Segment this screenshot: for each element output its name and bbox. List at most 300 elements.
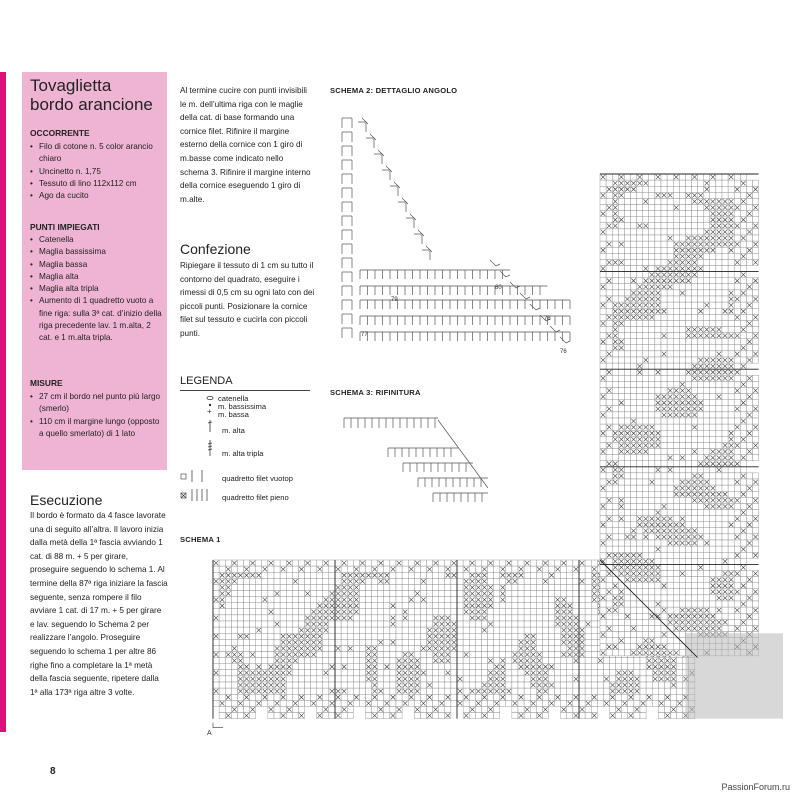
mesh-cell: [585, 566, 591, 572]
mesh-cell: [698, 449, 704, 455]
mesh-cell: [402, 621, 408, 627]
mesh-cell: [518, 597, 524, 603]
mesh-cell: [600, 400, 606, 406]
mesh-cell: [746, 314, 752, 320]
mesh-cell: [667, 375, 673, 381]
mesh-cell: [268, 572, 274, 578]
mesh-cell: [704, 217, 710, 223]
mesh-cell: [606, 284, 612, 290]
mesh-cell: [685, 314, 691, 320]
mesh-cell: [746, 424, 752, 430]
mesh-cell: [716, 290, 722, 296]
mesh-cell: [600, 442, 606, 448]
mesh-cell: [311, 664, 317, 670]
mesh-cell: [250, 664, 256, 670]
mesh-cell: [704, 308, 710, 314]
mesh-cell: [408, 615, 414, 621]
mesh-cell: [219, 706, 225, 712]
mesh-cell: [420, 713, 426, 719]
mesh-cell: [518, 584, 524, 590]
mesh-cell: [396, 633, 402, 639]
mesh-cell: [640, 658, 646, 664]
mesh-cell: [585, 572, 591, 578]
mesh-cell: [244, 652, 250, 658]
mesh-cell: [506, 627, 512, 633]
mesh-cell: [655, 357, 661, 363]
mesh-cell: [631, 516, 637, 522]
mesh-cell: [305, 597, 311, 603]
mesh-cell: [341, 633, 347, 639]
mesh-cell: [469, 713, 475, 719]
mesh-cell: [600, 418, 606, 424]
mesh-cell: [390, 688, 396, 694]
mesh-cell: [673, 192, 679, 198]
mesh-cell: [631, 229, 637, 235]
legend-filet-pieno: quadretto filet pieno: [222, 493, 289, 502]
mesh-cell: [420, 584, 426, 590]
mesh-cell: [341, 713, 347, 719]
mesh-cell: [655, 339, 661, 345]
mesh-cell: [262, 609, 268, 615]
mesh-cell: [555, 700, 561, 706]
mesh-cell: [359, 566, 365, 572]
mesh-cell: [722, 430, 728, 436]
occorrente-list: [30, 141, 165, 202]
mesh-cell: [679, 418, 685, 424]
mesh-cell: [274, 609, 280, 615]
page-title: Tovaglietta bordo arancione: [30, 76, 153, 114]
mesh-cell: [512, 603, 518, 609]
mesh-cell: [673, 455, 679, 461]
mesh-cell: [649, 375, 655, 381]
mesh-cell: [475, 713, 481, 719]
mesh-cell: [698, 412, 704, 418]
mesh-cell: [494, 597, 500, 603]
mesh-cell: [286, 584, 292, 590]
mesh-cell: [643, 369, 649, 375]
mesh-cell: [390, 664, 396, 670]
mesh-cell: [353, 676, 359, 682]
mesh-cell: [746, 381, 752, 387]
mesh-cell: [414, 700, 420, 706]
mesh-cell: [280, 609, 286, 615]
mesh-cell: [746, 406, 752, 412]
mesh-cell: [716, 302, 722, 308]
mesh-cell: [414, 652, 420, 658]
mesh-cell: [671, 688, 677, 694]
mesh-cell: [518, 633, 524, 639]
mesh-cell: [250, 597, 256, 603]
mesh-cell: [624, 455, 630, 461]
mesh-cell: [494, 603, 500, 609]
mesh-cell: [631, 363, 637, 369]
mesh-cell: [213, 627, 219, 633]
mesh-cell: [561, 670, 567, 676]
mesh-cell: [359, 633, 365, 639]
mesh-cell: [244, 658, 250, 664]
mesh-cell: [274, 572, 280, 578]
mesh-cell: [612, 375, 618, 381]
mesh-cell: [536, 700, 542, 706]
mesh-cell: [549, 609, 555, 615]
mesh-cell: [445, 578, 451, 584]
mesh-cell: [530, 609, 536, 615]
mesh-cell: [600, 455, 606, 461]
punti-heading: PUNTI IMPIEGATI: [30, 222, 100, 232]
mesh-cell: [600, 473, 606, 479]
mesh-cell: [661, 424, 667, 430]
mesh-cell: [618, 333, 624, 339]
mesh-cell: [378, 670, 384, 676]
mesh-cell: [384, 627, 390, 633]
mesh-cell: [698, 510, 704, 516]
mesh-cell: [280, 578, 286, 584]
mesh-cell: [390, 652, 396, 658]
mesh-cell: [661, 436, 667, 442]
mesh-cell: [692, 205, 698, 211]
mesh-cell: [746, 436, 752, 442]
mesh-cell: [677, 688, 683, 694]
mesh-cell: [317, 652, 323, 658]
mesh-cell: [698, 388, 704, 394]
mesh-cell: [734, 253, 740, 259]
mesh-cell: [710, 302, 716, 308]
mesh-cell: [618, 479, 624, 485]
mesh-cell: [335, 639, 341, 645]
mesh-cell: [500, 639, 506, 645]
mesh-cell: [661, 430, 667, 436]
mesh-cell: [451, 597, 457, 603]
mesh-cell: [649, 497, 655, 503]
mesh-cell: [716, 436, 722, 442]
mesh-cell: [225, 664, 231, 670]
mesh-cell: [740, 211, 746, 217]
mesh-cell: [673, 339, 679, 345]
mesh-cell: [710, 339, 716, 345]
mesh-cell: [679, 363, 685, 369]
mesh-cell: [740, 174, 746, 180]
mesh-cell: [567, 566, 573, 572]
mesh-cell: [286, 572, 292, 578]
mesh-cell: [518, 706, 524, 712]
mesh-cell: [606, 211, 612, 217]
mesh-cell: [329, 645, 335, 651]
mesh-cell: [643, 479, 649, 485]
mesh-cell: [624, 320, 630, 326]
mesh-cell: [555, 652, 561, 658]
mesh-cell: [573, 572, 579, 578]
mesh-cell: [390, 584, 396, 590]
mesh-cell: [740, 485, 746, 491]
mesh-cell: [427, 664, 433, 670]
mesh-cell: [359, 664, 365, 670]
mesh-cell: [698, 223, 704, 229]
mesh-cell: [420, 609, 426, 615]
mesh-cell: [250, 627, 256, 633]
mesh-cell: [734, 192, 740, 198]
mesh-cell: [677, 664, 683, 670]
mesh-cell: [317, 584, 323, 590]
mesh-cell: [469, 664, 475, 670]
mesh-cell: [710, 186, 716, 192]
mesh-cell: [637, 333, 643, 339]
mesh-cell: [606, 247, 612, 253]
mesh-cell: [298, 621, 304, 627]
mesh-cell: [305, 572, 311, 578]
row-number: 76: [560, 349, 567, 355]
mesh-cell: [603, 688, 609, 694]
mesh-cell: [359, 621, 365, 627]
mesh-cell: [518, 560, 524, 566]
mesh-cell: [722, 424, 728, 430]
mesh-cell: [549, 615, 555, 621]
mesh-cell: [500, 621, 506, 627]
mesh-cell: [256, 597, 262, 603]
mesh-cell: [649, 320, 655, 326]
mesh-cell: [631, 345, 637, 351]
mesh-cell: [329, 682, 335, 688]
mesh-cell: [244, 560, 250, 566]
mesh-cell: [698, 436, 704, 442]
mesh-cell: [685, 211, 691, 217]
mesh-cell: [317, 597, 323, 603]
mesh-cell: [603, 682, 609, 688]
mesh-cell: [433, 572, 439, 578]
mesh-cell: [536, 560, 542, 566]
mesh-cell: [231, 615, 237, 621]
mesh-cell: [549, 688, 555, 694]
mesh-cell: [610, 658, 616, 664]
mesh-cell: [600, 381, 606, 387]
mesh-cell: [219, 676, 225, 682]
mesh-cell: [549, 670, 555, 676]
mesh-cell: [679, 327, 685, 333]
mesh-cell: [366, 682, 372, 688]
mesh-cell: [673, 375, 679, 381]
mesh-cell: [250, 609, 256, 615]
mesh-cell: [722, 516, 728, 522]
mesh-cell: [679, 217, 685, 223]
mesh-cell: [579, 694, 585, 700]
mesh-cell: [542, 591, 548, 597]
mesh-cell: [600, 217, 606, 223]
mesh-cell: [561, 645, 567, 651]
mesh-cell: [649, 247, 655, 253]
mesh-cell: [606, 345, 612, 351]
mesh-cell: [692, 180, 698, 186]
mesh-cell: [420, 706, 426, 712]
mesh-cell: [591, 639, 597, 645]
mesh-cell: [649, 485, 655, 491]
mesh-cell: [585, 713, 591, 719]
mesh-cell: [612, 449, 618, 455]
mesh-cell: [420, 566, 426, 572]
mesh-cell: [753, 357, 759, 363]
mesh-cell: [646, 688, 652, 694]
mesh-cell: [274, 615, 280, 621]
mesh-cell: [734, 357, 740, 363]
mesh-cell: [262, 615, 268, 621]
mesh-cell: [679, 314, 685, 320]
mesh-cell: [722, 467, 728, 473]
open-mesh-symbol: [181, 474, 186, 479]
mesh-cell: [524, 694, 530, 700]
mesh-cell: [305, 566, 311, 572]
mesh-cell: [631, 247, 637, 253]
mesh-cell: [753, 430, 759, 436]
mesh-cell: [624, 491, 630, 497]
mesh-cell: [746, 327, 752, 333]
mesh-cell: [649, 198, 655, 204]
mesh-cell: [643, 491, 649, 497]
mesh-cell: [624, 412, 630, 418]
mesh-cell: [585, 639, 591, 645]
mesh-cell: [655, 473, 661, 479]
mesh-cell: [256, 639, 262, 645]
mesh-cell: [506, 682, 512, 688]
mesh-cell: [439, 670, 445, 676]
row-number: 80: [495, 285, 502, 291]
mesh-cell: [524, 578, 530, 584]
mesh-cell: [366, 578, 372, 584]
mesh-cell: [555, 664, 561, 670]
mesh-cell: [631, 467, 637, 473]
mesh-cell: [451, 615, 457, 621]
mesh-cell: [618, 253, 624, 259]
mesh-cell: [457, 639, 463, 645]
mesh-cell: [618, 406, 624, 412]
mesh-cell: [451, 591, 457, 597]
mesh-cell: [500, 700, 506, 706]
mesh-cell: [384, 676, 390, 682]
mesh-cell: [457, 682, 463, 688]
mesh-cell: [667, 229, 673, 235]
mesh-cell: [716, 412, 722, 418]
mesh-cell: [439, 597, 445, 603]
mesh-cell: [506, 645, 512, 651]
mesh-cell: [753, 455, 759, 461]
mesh-cell: [439, 603, 445, 609]
mesh-cell: [542, 566, 548, 572]
mesh-cell: [698, 296, 704, 302]
mesh-cell: [734, 266, 740, 272]
mesh-cell: [710, 406, 716, 412]
mesh-cell: [734, 217, 740, 223]
mesh-cell: [219, 670, 225, 676]
mesh-cell: [679, 351, 685, 357]
mesh-cell: [372, 706, 378, 712]
mesh-cell: [624, 406, 630, 412]
mesh-cell: [359, 694, 365, 700]
mesh-cell: [384, 597, 390, 603]
mesh-cell: [457, 664, 463, 670]
mesh-cell: [591, 670, 597, 676]
mesh-cell: [585, 578, 591, 584]
mesh-cell: [655, 461, 661, 467]
mesh-cell: [225, 609, 231, 615]
mesh-cell: [463, 633, 469, 639]
mesh-cell: [710, 516, 716, 522]
mesh-cell: [390, 627, 396, 633]
mesh-cell: [311, 670, 317, 676]
mesh-cell: [704, 400, 710, 406]
mesh-cell: [637, 503, 643, 509]
mesh-cell: [728, 186, 734, 192]
mesh-cell: [704, 516, 710, 522]
mesh-cell: [268, 566, 274, 572]
mesh-cell: [231, 597, 237, 603]
mesh-cell: [372, 584, 378, 590]
mesh-cell: [740, 442, 746, 448]
mesh-cell: [268, 694, 274, 700]
mesh-cell: [671, 694, 677, 700]
mesh-cell: [500, 652, 506, 658]
mesh-cell: [661, 235, 667, 241]
mesh-cell: [643, 381, 649, 387]
mesh-cell: [567, 713, 573, 719]
mesh-cell: [698, 217, 704, 223]
mesh-cell: [661, 259, 667, 265]
misure-list: [30, 391, 165, 440]
mesh-cell: [655, 485, 661, 491]
mesh-cell: [704, 345, 710, 351]
mesh-cell: [710, 266, 716, 272]
mesh-cell: [710, 345, 716, 351]
mesh-cell: [475, 652, 481, 658]
mesh-cell: [624, 388, 630, 394]
mesh-cell: [262, 627, 268, 633]
mesh-cell: [631, 369, 637, 375]
mesh-cell: [716, 266, 722, 272]
mesh-cell: [606, 253, 612, 259]
mesh-cell: [643, 406, 649, 412]
mesh-cell: [624, 217, 630, 223]
mesh-cell: [685, 308, 691, 314]
mesh-cell: [463, 670, 469, 676]
mesh-cell: [649, 369, 655, 375]
mesh-cell: [225, 627, 231, 633]
mesh-cell: [667, 290, 673, 296]
mesh-cell: [585, 664, 591, 670]
mesh-cell: [555, 627, 561, 633]
mesh-cell: [524, 682, 530, 688]
mesh-cell: [606, 412, 612, 418]
mesh-cell: [244, 700, 250, 706]
mesh-cell: [634, 713, 640, 719]
mesh-cell: [298, 688, 304, 694]
mesh-cell: [722, 272, 728, 278]
mesh-cell: [463, 621, 469, 627]
mesh-cell: [612, 235, 618, 241]
mesh-cell: [716, 174, 722, 180]
mesh-cell: [667, 247, 673, 253]
mesh-cell: [549, 566, 555, 572]
mesh-cell: [274, 566, 280, 572]
mesh-cell: [698, 339, 704, 345]
mesh-cell: [649, 180, 655, 186]
mesh-cell: [213, 645, 219, 651]
mesh-cell: [600, 253, 606, 259]
mesh-cell: [631, 455, 637, 461]
mesh-cell: [606, 522, 612, 528]
mesh-cell: [685, 497, 691, 503]
mesh-cell: [716, 284, 722, 290]
mesh-cell: [624, 333, 630, 339]
mesh-cell: [262, 645, 268, 651]
mesh-cell: [359, 700, 365, 706]
mesh-cell: [555, 591, 561, 597]
mesh-cell: [567, 706, 573, 712]
